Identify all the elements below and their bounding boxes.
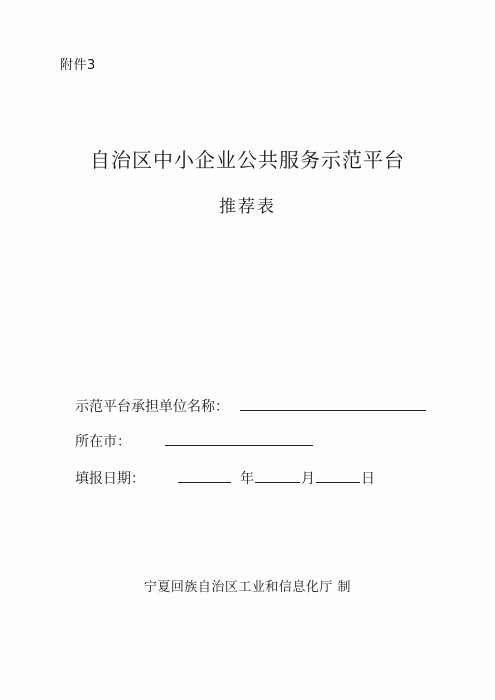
- day-label: 日: [361, 471, 375, 487]
- document-subtitle: 推荐表: [219, 197, 276, 217]
- city-label: 所在市：: [75, 434, 131, 450]
- document-title: 自治区中小企业公共服务示范平台: [90, 148, 405, 172]
- date-label: 填报日期：: [75, 471, 145, 487]
- month-label: 月: [301, 471, 315, 487]
- unit-name-label: 示范平台承担单位名称：: [75, 399, 229, 415]
- unit-name-input-line[interactable]: [240, 410, 426, 411]
- issuer-footer: 宁夏回族自治区工业和信息化厅 制: [143, 580, 352, 595]
- month-input-line[interactable]: [255, 482, 300, 483]
- unit-name-field: [75, 396, 229, 416]
- attachment-label: 附件3: [60, 58, 96, 73]
- year-label: 年: [240, 471, 254, 487]
- city-field: [75, 431, 131, 451]
- date-field: [75, 468, 145, 488]
- day-input-line[interactable]: [316, 482, 360, 483]
- city-input-line[interactable]: [165, 445, 313, 446]
- year-input-line[interactable]: [178, 482, 231, 483]
